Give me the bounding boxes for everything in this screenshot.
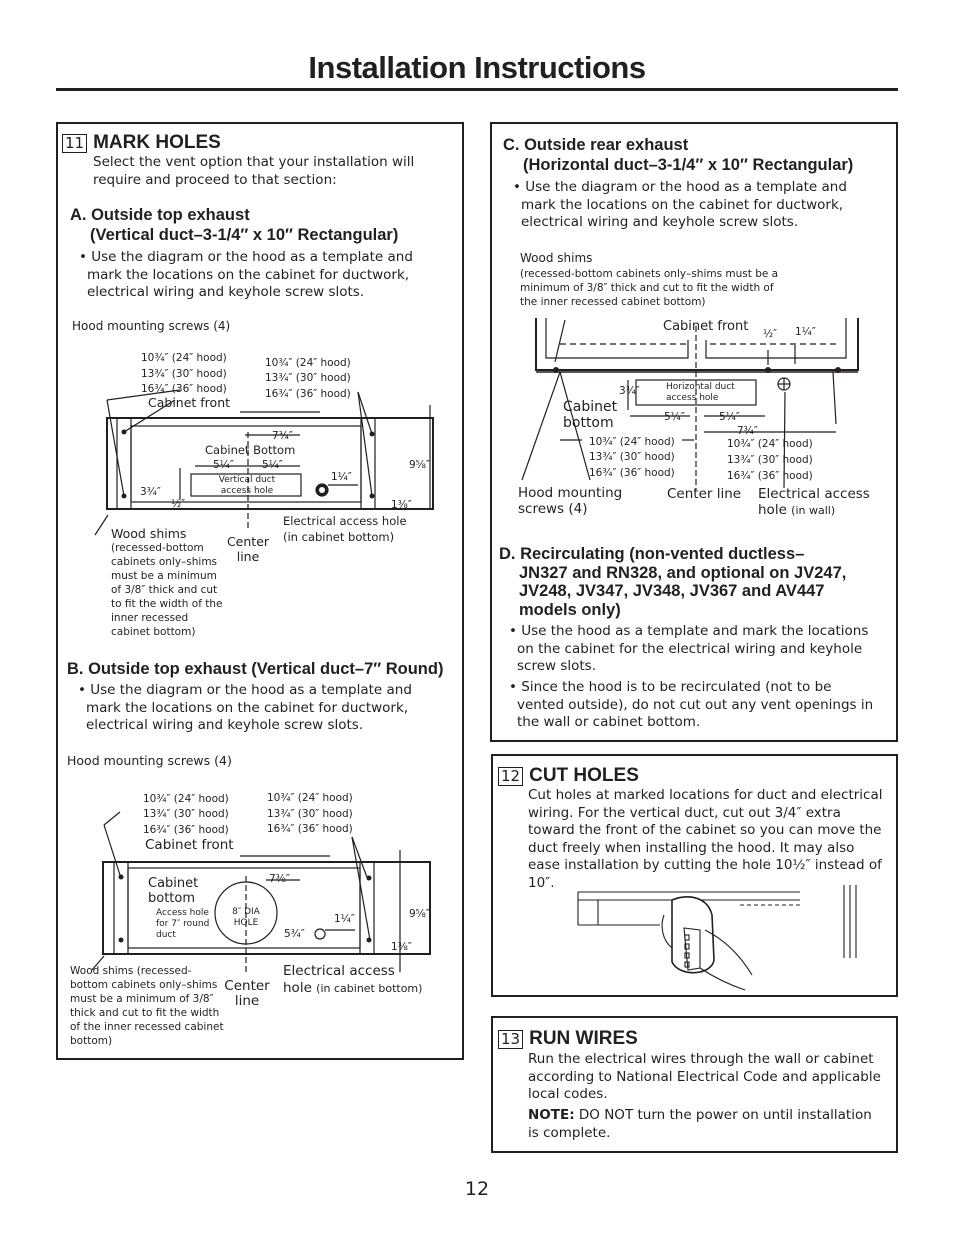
diag-c-dim-5-1-4-b: 5¼″ [719,411,740,423]
step-13-note [528,1107,883,1142]
diag-a-cabinet-bottom: Cabinet Bottom [205,443,296,457]
diag-c-duct-hole: Horizontal duct access hole [666,382,735,403]
diag-c-center-line: Center line [667,486,742,502]
step-13-note-text: DO NOT turn the power on until installation is complete. [528,1107,872,1141]
step-12-title: CUT HOLES [529,765,639,786]
diag-a-dim-right-2: 13¾″ (30″ hood) [265,372,351,384]
diag-a-dim-left-2: 13¾″ (30″ hood) [141,368,227,380]
diag-b-wood-shims: Wood shims (recessed-bottom cabinets only–shims must be a minimum of 3/8″ thick and cut to fit the width of the inner recessed cabinet bottom) [70,965,224,1047]
step-11-intro: Select the vent option that your installation will require and proceed to that section: [93,154,415,188]
step-11-number: 11 [62,134,87,153]
diag-c-dim-3-3-4: 3¾″ [619,385,640,397]
diag-c-wood-shims-note: (recessed-bottom cabinets only–shims must be a minimum of 3/8″ thick and cut to fit the width of the inner recessed cabinet bottom) [520,268,779,308]
diag-b-dim-1-3-8: 1⅜″ [391,941,412,953]
diag-b-dim-right-3: 16¾″ (36″ hood) [267,823,353,835]
diag-a-dim-left-3: 16¾″ (36″ hood) [141,383,227,395]
diag-b-elec-hole: Electrical access hole (in cabinet bottom) [283,963,423,996]
step-13-header [498,1028,638,1050]
diag-a-center-line: Center line [226,534,270,564]
diag-a-wood-shims-title: Wood shims [111,526,187,541]
diag-a-wood-shims-note: (recessed-bottom cabinets only–shims must be a minimum of 3/8″ thick and cut to fit the width of the inner recessed cabinet bottom) [111,542,223,638]
diag-b-center-line: Center line [224,978,270,1009]
diag-c-screws-label: Hood mounting screws (4) [518,485,623,517]
diag-b-cabinet-front: Cabinet front [145,837,234,853]
diag-c-dim-right-2: 13¾″ (30″ hood) [727,454,813,466]
diag-b-dim-7-3-8: 7⅜″ [269,873,290,885]
diag-b-dim-5-3-4: 5¾″ [284,928,305,940]
diag-c-dim-1-1-4: 1¼″ [795,326,816,338]
diag-c-wood-shims-title: Wood shims [520,251,593,265]
diag-a-cabinet-front: Cabinet front [148,395,231,410]
step-11-title: MARK HOLES [93,132,221,153]
diag-c-cabinet-bottom: Cabinet bottom [563,399,618,431]
section-c-bullet: • Use the diagram or the hood as a template and mark the locations on the cabinet for ductwork, electrical wiring and keyhole screw slots. [513,179,847,230]
diag-b-dim-left-3: 16¾″ (36″ hood) [143,824,229,836]
step-12-text: Cut holes at marked locations for duct and electrical wiring. For the vertical duct, cut out 3/4″ extra toward the front of the cabinet so you can move the duct freely when installing the hood. It may also ease installation by cutting the hole 10½″ instead of 10″. [528,787,883,891]
diag-b-screws-label: Hood mounting screws (4) [67,753,232,768]
diag-c-cabinet-front: Cabinet front [663,319,749,334]
diag-a-dim-1-3-8: 1⅜″ [391,499,412,511]
step-13-text: Run the electrical wires through the wall or cabinet according to National Electrical Code and applicable local codes. [528,1051,881,1102]
section-d-heading: D. Recirculating (non-vented ductless– JN327 and RN328, and optional on JV247, JV248, JV347, JV348, JV367 and AV447 models only) [499,545,847,619]
page-title: Installation Instructions [308,50,646,85]
diag-b-dim-right-1: 10¾″ (24″ hood) [267,792,353,804]
diag-b-dim-1-1-4: 1¼″ [334,913,355,925]
diag-b-dim-9-5-8: 9⅝″ [409,908,430,920]
diag-a-dim-right-3: 16¾″ (36″ hood) [265,388,351,400]
diag-a-dim-7-3-4: 7¾″ [272,430,293,442]
diag-c-dim-5-1-4-a: 5¼″ [664,411,685,423]
diag-b-dia-hole: 8″ DIA HOLE [232,907,260,928]
diag-c-dim-right-1: 10¾″ (24″ hood) [727,438,813,450]
section-c-heading: C. Outside rear exhaust (Horizontal duct–3-1/4″ x 10″ Rectangular) [503,136,854,174]
diag-c-dim-1-2: ½″ [763,328,778,340]
diag-b-cabinet-bottom: Cabinet bottom [148,876,199,906]
diag-c-dim-left-3: 16¾″ (36″ hood) [589,467,675,479]
diag-c-dim-left-2: 13¾″ (30″ hood) [589,451,675,463]
diag-c-dim-left-1: 10¾″ (24″ hood) [589,436,675,448]
diag-b-dim-left-1: 10¾″ (24″ hood) [143,793,229,805]
step-13-note-label: NOTE: [528,1107,575,1123]
diag-a-screws-label: Hood mounting screws (4) [72,319,231,333]
diag-a-duct-hole: Vertical duct access hole [218,475,276,496]
section-b-heading: B. Outside top exhaust (Vertical duct–7″ Round) [67,660,444,678]
step-13-title: RUN WIRES [529,1028,638,1049]
diag-a-dim-left-1: 10¾″ (24″ hood) [141,352,227,364]
diag-a-dim-3-3-4: 3¾″ [140,486,161,498]
diag-a-dim-9-5-8: 9⅝″ [409,459,430,471]
diag-a-dim-1-1-4: 1¼″ [331,471,352,483]
diag-c-dim-7-3-4: 7¾″ [737,425,758,437]
section-b-bullet: • Use the diagram or the hood as a template and mark the locations on the cabinet for ductwork, electrical wiring and keyhole screw slots. [78,682,412,733]
diag-a-dim-1-2: ½″ [171,498,186,510]
step-13-number: 13 [498,1030,523,1049]
diag-c-dim-right-3: 16¾″ (36″ hood) [727,470,813,482]
diag-a-dim-5-1-4-a: 5¼″ [213,459,234,471]
diag-a-dim-right-1: 10¾″ (24″ hood) [265,357,351,369]
diag-c-elec-hole: Electrical access hole (in wall) [758,486,870,518]
step-12-number: 12 [498,767,523,786]
section-a-heading: A. Outside top exhaust (Vertical duct–3-1/4″ x 10″ Rectangular) [70,206,399,244]
page-number: 12 [464,1178,490,1200]
diag-a-elec-hole: Electrical access hole [283,514,407,528]
section-a-bullet: • Use the diagram or the hood as a template and mark the locations on the cabinet for ductwork, electrical wiring and keyhole screw slots. [79,249,413,300]
section-d-bullet-2: • Since the hood is to be recirculated (not to be vented outside), do not cut out any vent openings in the wall or cabinet bottom. [509,679,874,730]
diag-a-elec-hole-note: (in cabinet bottom) [283,530,395,544]
diag-b-dim-right-2: 13¾″ (30″ hood) [267,808,353,820]
diag-b-dim-left-2: 13¾″ (30″ hood) [143,808,229,820]
section-d-bullet-1: • Use the hood as a template and mark the locations on the cabinet for the electrical wiring and keyhole screw slots. [509,623,869,674]
diag-b-access-note: Access hole for 7″ round duct [156,908,210,940]
diag-a-dim-5-1-4-b: 5¼″ [262,459,283,471]
